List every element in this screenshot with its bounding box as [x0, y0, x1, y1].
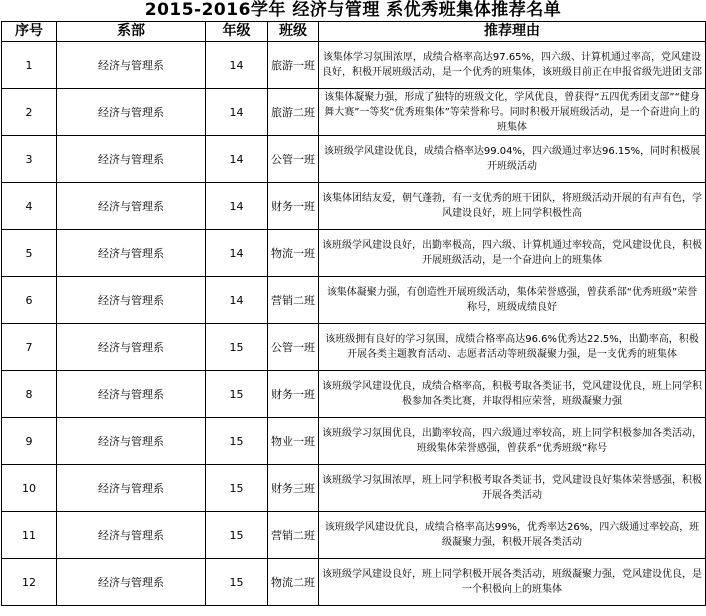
reason-text: 该班级拥有良好的学习氛围，成绩合格率高达96.6%优秀达22.5%，出勤率高，积极开展各类主题教育活动、志愿者活动等班级凝聚力强，是一支优秀的班集体 [325, 334, 699, 360]
cell-grade[interactable]: 15 [206, 465, 268, 512]
cell-seq[interactable]: 4 [2, 183, 57, 230]
reason-text: 该班级学习氛围优良，出勤率较高，四六级通过率较高，班上同学积极参加各类活动，班级集体荣誉感强，曾获系“优秀班级”称号 [322, 428, 702, 454]
reason-text: 该班级学风建设优良，成绩合格率高，积极考取各类证书，党风建设优良，班上同学积极参加各类比赛，并取得相应荣誉，班级凝聚力强 [322, 381, 702, 407]
cell-seq[interactable]: 10 [2, 465, 57, 512]
cell-grade[interactable]: 14 [206, 230, 268, 277]
cell-class[interactable]: 物业一班 [268, 418, 319, 465]
cell-seq[interactable]: 6 [2, 277, 57, 324]
cell-class[interactable]: 旅游一班 [268, 42, 319, 89]
table-row [2, 89, 706, 136]
cell-seq[interactable]: 11 [2, 512, 57, 559]
table-row [2, 42, 706, 89]
cell-dept[interactable]: 经济与管理系 [57, 230, 206, 277]
cell-seq[interactable]: 2 [2, 89, 57, 136]
table-row [2, 136, 706, 183]
reason-text: 该集体团结友爱，朝气蓬勃，有一支优秀的班干团队，将班级活动开展的有声有色，学风建设良好，班上同学积极性高 [322, 193, 702, 219]
header-reason[interactable]: 推荐理由 [319, 22, 706, 42]
cell-dept[interactable]: 经济与管理系 [57, 277, 206, 324]
cell-seq[interactable]: 3 [2, 136, 57, 183]
reason-text: 该班级学风建设良好，班上同学积极开展各类活动，班级凝聚力强，党风建设优良，是一个积极向上的班集体 [322, 569, 702, 595]
cell-seq[interactable]: 8 [2, 371, 57, 418]
reason-text: 该班级学风建设优良，成绩合格率达99.04%，四六级通过率达96.15%，同时积极展开班级活动 [323, 146, 701, 172]
cell-dept[interactable]: 经济与管理系 [57, 418, 206, 465]
cell-dept[interactable]: 经济与管理系 [57, 371, 206, 418]
header-class[interactable]: 班级 [268, 22, 319, 42]
cell-seq[interactable]: 12 [2, 559, 57, 606]
cell-reason[interactable] [319, 512, 706, 559]
recommendation-table [1, 21, 706, 606]
cell-class[interactable]: 公管一班 [268, 324, 319, 371]
reason-text: 该班级学风建设优良，成绩合格率高达99%，优秀率达26%，四六级通过率较高，班级凝聚力强，积极开展各类活动 [324, 522, 700, 548]
cell-dept[interactable]: 经济与管理系 [57, 42, 206, 89]
cell-grade[interactable]: 15 [206, 418, 268, 465]
cell-reason[interactable] [319, 559, 706, 606]
reason-text: 该集体凝聚力强，有创造性开展班级活动，集体荣誉感强，曾获系部“优秀班级”荣誉称号，班级成绩良好 [326, 287, 698, 313]
cell-reason[interactable] [319, 89, 706, 136]
header-grade[interactable]: 年级 [206, 22, 268, 42]
cell-reason[interactable] [319, 230, 706, 277]
table-row [2, 465, 706, 512]
cell-reason[interactable] [319, 465, 706, 512]
cell-reason[interactable] [319, 371, 706, 418]
cell-grade[interactable]: 15 [206, 512, 268, 559]
header-row [2, 22, 706, 42]
cell-class[interactable]: 财务三班 [268, 465, 319, 512]
cell-class[interactable]: 营销二班 [268, 277, 319, 324]
cell-seq[interactable]: 1 [2, 42, 57, 89]
cell-class[interactable]: 财务一班 [268, 183, 319, 230]
table-row [2, 512, 706, 559]
table-row [2, 559, 706, 606]
reason-text: 该班级学习氛围浓厚，班上同学积极考取各类证书，党风建设良好集体荣誉感强，积极开展各类活动 [322, 475, 702, 501]
sheet-title: 2015-2016学年 经济与管理 系优秀班集体推荐名单 [144, 0, 562, 20]
cell-dept[interactable]: 经济与管理系 [57, 89, 206, 136]
table-row [2, 418, 706, 465]
cell-dept[interactable]: 经济与管理系 [57, 559, 206, 606]
header-dept[interactable]: 系部 [57, 22, 206, 42]
cell-dept[interactable]: 经济与管理系 [57, 324, 206, 371]
cell-reason[interactable] [319, 136, 706, 183]
cell-reason[interactable] [319, 418, 706, 465]
cell-class[interactable]: 物流一班 [268, 230, 319, 277]
cell-class[interactable]: 财务一班 [268, 371, 319, 418]
cell-grade[interactable]: 14 [206, 277, 268, 324]
cell-class[interactable]: 公管一班 [268, 136, 319, 183]
cell-reason[interactable] [319, 324, 706, 371]
cell-reason[interactable] [319, 277, 706, 324]
cell-grade[interactable]: 15 [206, 559, 268, 606]
header-seq[interactable]: 序号 [2, 22, 57, 42]
cell-grade[interactable]: 14 [206, 42, 268, 89]
cell-reason[interactable] [319, 183, 706, 230]
cell-class[interactable]: 旅游二班 [268, 89, 319, 136]
cell-grade[interactable]: 14 [206, 183, 268, 230]
reason-text: 该集体学习氛围浓厚，成绩合格率高达97.65%，四六级、计算机通过率高，党风建设良好，积极开展班级活动，是一个优秀的班集体，该班级目前正在申报省级先进团支部 [322, 52, 702, 78]
cell-grade[interactable]: 14 [206, 89, 268, 136]
cell-dept[interactable]: 经济与管理系 [57, 465, 206, 512]
cell-grade[interactable]: 15 [206, 324, 268, 371]
reason-text: 该集体凝聚力强，形成了独特的班级文化，学风优良，曾获得“五四优秀团支部”“健身舞大赛”一等奖“优秀班集体”等荣誉称号。同时积极开展班级活动，是一个奋进向上的班集体 [324, 91, 700, 133]
cell-seq[interactable]: 7 [2, 324, 57, 371]
cell-class[interactable]: 物流二班 [268, 559, 319, 606]
cell-seq[interactable]: 5 [2, 230, 57, 277]
cell-reason[interactable] [319, 42, 706, 89]
table-row [2, 371, 706, 418]
table-row [2, 277, 706, 324]
table-row [2, 183, 706, 230]
cell-grade[interactable]: 15 [206, 371, 268, 418]
cell-dept[interactable]: 经济与管理系 [57, 512, 206, 559]
reason-text: 该班级学风建设良好，出勤率极高，四六级、计算机通过率较高，党风建设优良，积极开展班级活动，是一个奋进向上的班集体 [322, 240, 702, 266]
cell-seq[interactable]: 9 [2, 418, 57, 465]
cell-class[interactable]: 营销二班 [268, 512, 319, 559]
cell-dept[interactable]: 经济与管理系 [57, 136, 206, 183]
table-row [2, 230, 706, 277]
cell-dept[interactable]: 经济与管理系 [57, 183, 206, 230]
table-row [2, 324, 706, 371]
cell-grade[interactable]: 14 [206, 136, 268, 183]
